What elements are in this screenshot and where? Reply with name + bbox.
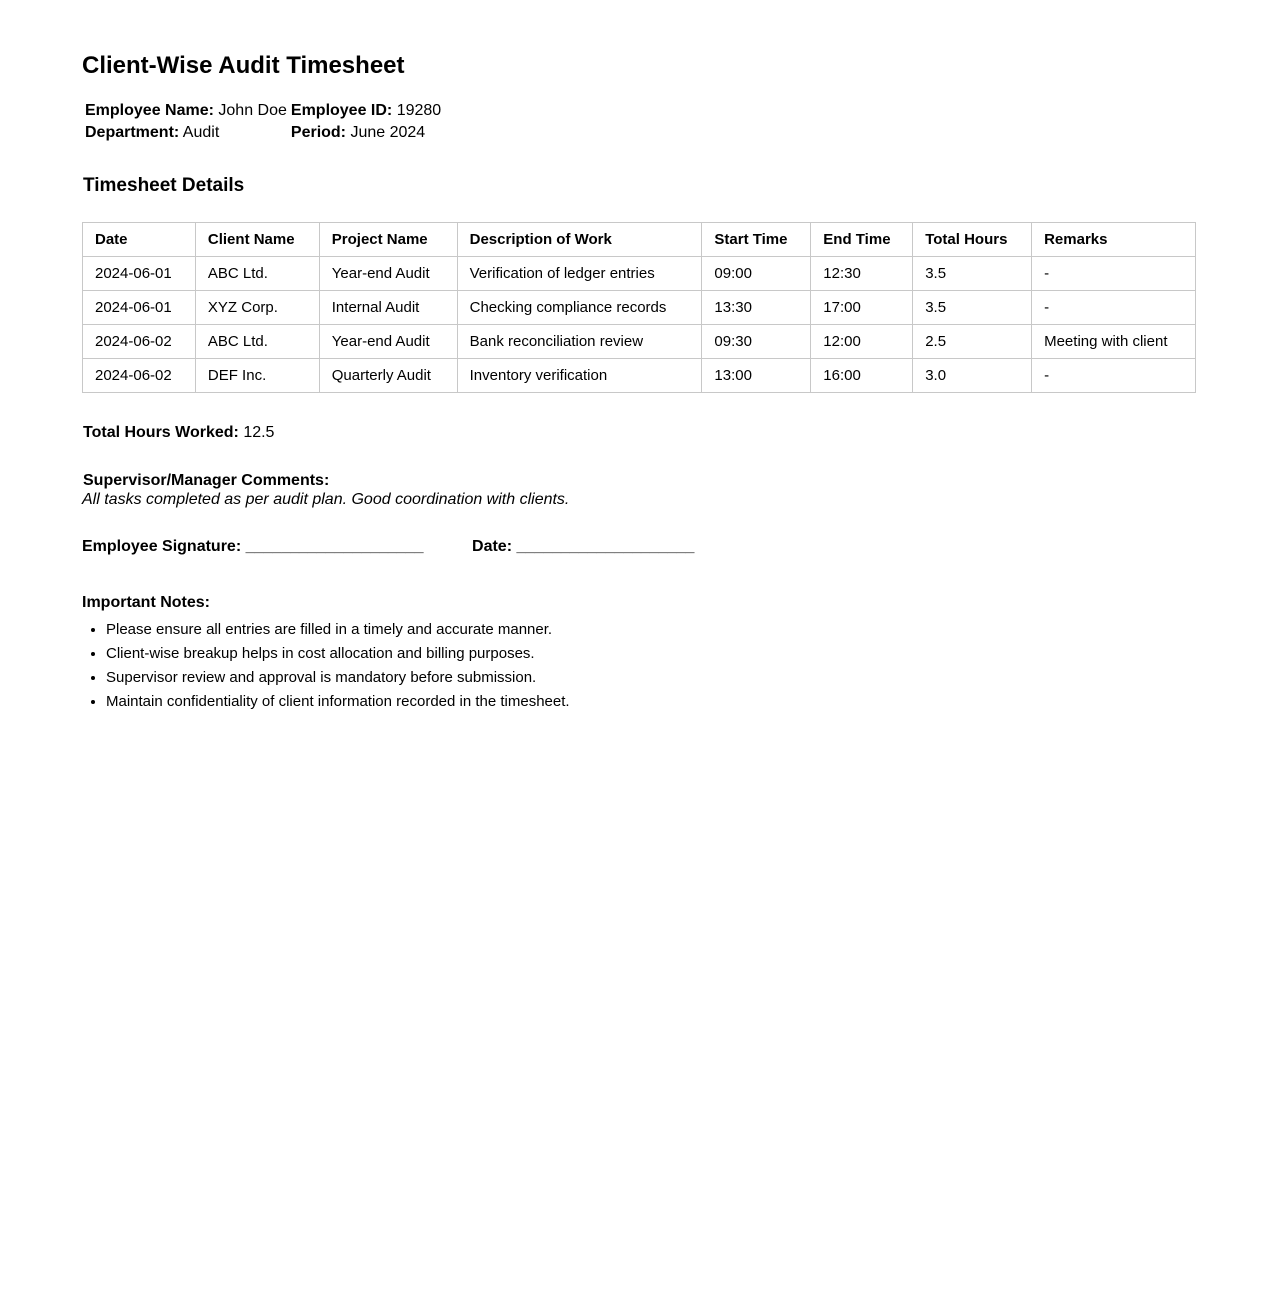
cell-client-name: ABC Ltd. — [195, 257, 319, 291]
table-row — [83, 359, 1196, 393]
cell-project-name: Quarterly Audit — [319, 359, 457, 393]
employee-id-value: 19280 — [396, 102, 442, 119]
total-hours-summary — [83, 423, 274, 443]
employee-id-cell — [289, 100, 443, 122]
cell-date: 2024-06-01 — [83, 257, 196, 291]
period-label: Period: — [290, 124, 347, 141]
cell-start-time: 13:00 — [702, 359, 811, 393]
table-row — [83, 257, 1196, 291]
department-value: Audit — [182, 124, 220, 141]
cell-end-time: 16:00 — [811, 359, 913, 393]
cell-client-name: XYZ Corp. — [195, 291, 319, 325]
cell-project-name: Year-end Audit — [319, 325, 457, 359]
column-header-description: Description of Work — [457, 223, 702, 257]
cell-total-hours: 3.0 — [913, 359, 1032, 393]
cell-date: 2024-06-02 — [83, 325, 196, 359]
cell-end-time: 12:30 — [811, 257, 913, 291]
cell-project-name: Internal Audit — [319, 291, 457, 325]
cell-client-name: DEF Inc. — [195, 359, 319, 393]
cell-description: Bank reconciliation review — [457, 325, 702, 359]
column-header-remarks: Remarks — [1032, 223, 1196, 257]
employee-id-label: Employee ID: — [290, 102, 393, 119]
department-cell — [83, 122, 289, 144]
column-header-start-time: Start Time — [702, 223, 811, 257]
list-item: • Client-wise breakup helps in cost allocation and billing purposes. — [106, 642, 570, 666]
cell-start-time: 13:30 — [702, 291, 811, 325]
timesheet-table — [82, 222, 1196, 393]
cell-total-hours: 3.5 — [913, 257, 1032, 291]
employee-signature-line: Employee Signature: ____________________ — [82, 538, 424, 555]
notes-list — [82, 618, 570, 714]
employee-name-label: Employee Name: — [85, 102, 214, 119]
timesheet-section-title: Timesheet Details — [83, 175, 245, 196]
cell-remarks: - — [1032, 257, 1196, 291]
column-header-date: Date — [83, 223, 196, 257]
document-title: Client-Wise Audit Timesheet — [82, 52, 405, 79]
table-header-row — [83, 223, 1196, 257]
period-cell — [289, 122, 443, 144]
cell-start-time: 09:00 — [702, 257, 811, 291]
cell-date: 2024-06-01 — [83, 291, 196, 325]
list-item: • Please ensure all entries are filled in a timely and accurate manner. — [106, 618, 570, 642]
cell-client-name: ABC Ltd. — [195, 325, 319, 359]
employee-info-row — [83, 122, 443, 144]
cell-total-hours: 3.5 — [913, 291, 1032, 325]
cell-remarks: - — [1032, 359, 1196, 393]
comments-label: Supervisor/Manager Comments: — [83, 472, 330, 489]
cell-description: Inventory verification — [457, 359, 702, 393]
column-header-total-hours: Total Hours — [913, 223, 1032, 257]
notes-title: Important Notes: — [82, 594, 210, 611]
employee-name-value: John Doe — [218, 102, 287, 119]
signature-row — [82, 537, 694, 557]
signature-date-line: Date: ____________________ — [472, 538, 695, 555]
cell-total-hours: 2.5 — [913, 325, 1032, 359]
cell-project-name: Year-end Audit — [319, 257, 457, 291]
total-hours-value: 12.5 — [243, 424, 275, 441]
cell-description: Verification of ledger entries — [457, 257, 702, 291]
cell-description: Checking compliance records — [457, 291, 702, 325]
table-row — [83, 291, 1196, 325]
total-hours-label: Total Hours Worked: — [83, 424, 239, 441]
cell-start-time: 09:30 — [702, 325, 811, 359]
employee-name-cell — [83, 100, 289, 122]
cell-end-time: 12:00 — [811, 325, 913, 359]
department-label: Department: — [85, 124, 180, 141]
comments-text: All tasks completed as per audit plan. Good coordination with clients. — [82, 491, 570, 508]
list-item: • Supervisor review and approval is mandatory before submission. — [106, 666, 570, 690]
employee-info-row — [83, 100, 443, 122]
column-header-project-name: Project Name — [319, 223, 457, 257]
cell-end-time: 17:00 — [811, 291, 913, 325]
list-item: • Maintain confidentiality of client information recorded in the timesheet. — [106, 690, 570, 714]
table-row — [83, 325, 1196, 359]
period-value: June 2024 — [350, 124, 426, 141]
cell-remarks: Meeting with client — [1032, 325, 1196, 359]
column-header-end-time: End Time — [811, 223, 913, 257]
cell-date: 2024-06-02 — [83, 359, 196, 393]
employee-info — [83, 100, 443, 144]
cell-remarks: - — [1032, 291, 1196, 325]
column-header-client-name: Client Name — [195, 223, 319, 257]
